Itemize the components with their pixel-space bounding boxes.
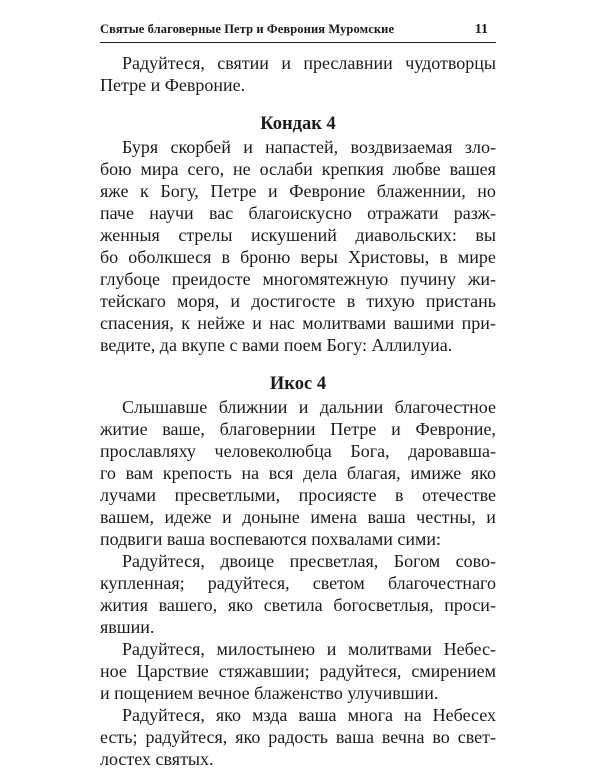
ikos-text bbox=[100, 396, 496, 770]
text-line: бою мира сего, не ослаби крепкия любве вашея bbox=[100, 159, 496, 179]
text-line: Буря скорбей и напастей, воздвизаемая зло- bbox=[122, 137, 496, 157]
text-line: Слышавше ближнии и дальнии благочестное bbox=[122, 397, 496, 417]
text-line: Петре и Февроние. bbox=[100, 75, 246, 95]
text-line: бо оболкшеся в броню веры Христовы, в мире bbox=[100, 247, 496, 267]
text-line: ведите, да вкупе с вами поем Богу: Аллилуиа. bbox=[100, 335, 453, 355]
text-line: жития вашего, яко светила богосветлыя, проси- bbox=[100, 595, 496, 615]
text-line: и пощением вечное блаженство улучившии. bbox=[100, 683, 439, 703]
running-title: Святые благоверные Петр и Феврония Муромские bbox=[100, 22, 395, 36]
text-line: ное Царствие стяжавшии; радуйтеся, смирением bbox=[100, 661, 496, 681]
page-header bbox=[100, 22, 496, 38]
text-line: есть; радуйтеся, яко радость ваша вечна во свет- bbox=[100, 727, 496, 747]
text-line: явшии. bbox=[100, 617, 155, 637]
text-line: го вам крепость на вся дела благая, имиже яко bbox=[100, 463, 496, 483]
text-line: вашем, идеже и доныне имена ваша честны, и bbox=[100, 507, 496, 527]
text-line: Радуйтеся, святии и преславнии чудотворцы bbox=[122, 53, 496, 73]
text-line: Радуйтеся, двоице пресветлая, Богом сово- bbox=[122, 551, 496, 571]
kondak-heading: Кондак 4 bbox=[260, 114, 336, 134]
text-line: подвиги ваша воспеваются похвалами сими: bbox=[100, 529, 442, 549]
text-line: купленная; радуйтеся, светом благочестнаго bbox=[100, 573, 496, 593]
text-line: женныя стрелы искушений диавольских: вы bbox=[100, 225, 496, 245]
page-number: 11 bbox=[474, 22, 488, 37]
body-text bbox=[100, 52, 496, 770]
text-line: паче научи вас благоискусно отражати разж- bbox=[100, 203, 496, 223]
text-line: прославляху человеколюбца Бога, даровавша- bbox=[100, 441, 496, 461]
text-line: лучами пресветлыми, просиясте в отечестве bbox=[100, 485, 496, 505]
text-line: яже к Богу, Петре и Февроние блаженнии, но bbox=[100, 181, 496, 201]
text-line: глубоце преидосте многомятежную пучину жи- bbox=[100, 269, 496, 289]
text-line: житие ваше, благовернии Петре и Февроние, bbox=[100, 419, 496, 439]
text-line: лостех святых. bbox=[100, 749, 214, 769]
text-line: тейскаго моря, и достигосте в тихую пристань bbox=[100, 291, 496, 311]
ikos-heading: Икос 4 bbox=[269, 374, 327, 394]
header-rule bbox=[100, 42, 496, 43]
kondak-text bbox=[100, 136, 496, 356]
text-line: спасения, к нейже и нас молитвами вашими при- bbox=[100, 313, 496, 333]
text-line: Радуйтеся, милостынею и молитвами Небес- bbox=[122, 639, 496, 659]
text-line: Радуйтеся, яко мзда ваша многа на Небесех bbox=[122, 705, 496, 725]
